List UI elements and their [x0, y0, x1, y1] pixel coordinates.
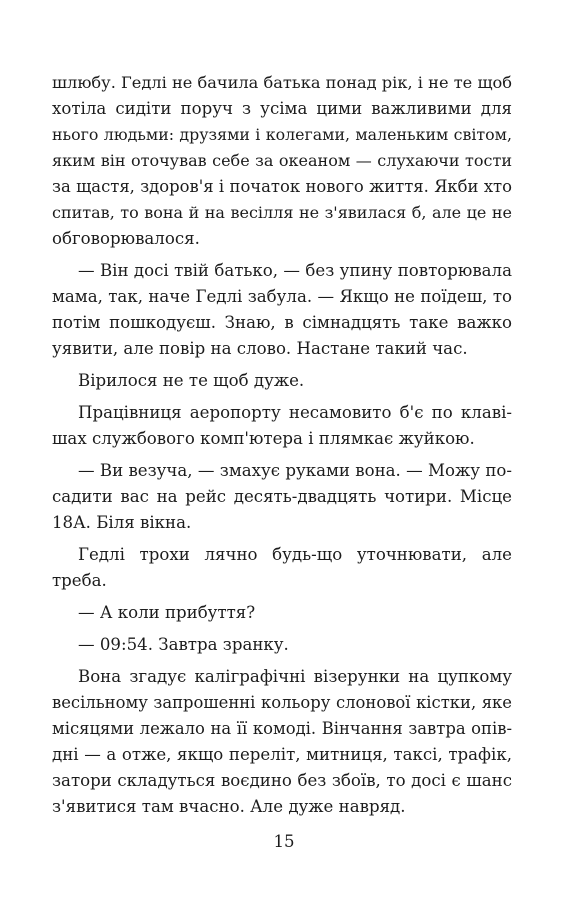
text-line: — Ви везуча, — змахує руками вона. — Можу по- — [78, 461, 512, 480]
text-line: уявити, але повір на слово. Настане такий час. — [52, 339, 468, 358]
text-line: — А коли прибуття? — [78, 603, 256, 622]
text-line: — Він досі твій батько, — без упину повторювала — [78, 261, 512, 280]
text-line: Працівниця аеропорту несамовито б'є по клаві- — [78, 403, 512, 422]
text-line: хотіла сидіти поруч з усіма цими важливими для — [52, 99, 512, 118]
text-line: місяцями лежало на її комоді. Вінчання завтра опів- — [52, 719, 512, 738]
text-line: спитав, то вона й на весілля не з'явилася б, але це не — [52, 203, 512, 222]
text-line: садити вас на рейс десять-двадцять чотири. Місце — [52, 487, 512, 506]
text-line: за щастя, здоров'я і початок нового життя. Якби хто — [52, 177, 512, 196]
text-line: 18А. Біля вікна. — [52, 513, 192, 532]
text-line: шах службового комп'ютера і плямкає жуйкою. — [52, 429, 475, 448]
body-text — [52, 70, 512, 820]
text-line: затори складуться воєдино без збоїв, то досі є шанс — [52, 771, 512, 790]
text-line: обговорювалося. — [52, 229, 200, 248]
text-line: Гедлі трохи лячно будь-що уточнювати, але — [78, 545, 512, 564]
text-line: нього людьми: друзями і колегами, маленьким світом, — [52, 125, 512, 144]
text-line: весільному запрошенні кольору слонової кістки, яке — [52, 693, 512, 712]
text-line: — 09:54. Завтра зранку. — [78, 635, 289, 654]
text-line: Вона згадує каліграфічні візерунки на цупкому — [78, 667, 512, 686]
text-line: треба. — [52, 571, 107, 590]
text-line: з'явитися там вчасно. Але дуже навряд. — [52, 797, 406, 816]
page-number: 15 — [273, 832, 295, 851]
text-line: Вірилося не те щоб дуже. — [78, 371, 305, 390]
text-line: мама, так, наче Гедлі забула. — Якщо не поїдеш, то — [52, 287, 512, 306]
text-line: шлюбу. Гедлі не бачила батька понад рік, і не те щоб — [52, 73, 512, 92]
text-line: дні — а отже, якщо переліт, митниця, таксі, трафік, — [52, 745, 512, 764]
text-line: потім пошкодуєш. Знаю, в сімнадцять таке важко — [52, 313, 512, 332]
text-line: яким він оточував себе за океаном — слухаючи тости — [52, 151, 512, 170]
